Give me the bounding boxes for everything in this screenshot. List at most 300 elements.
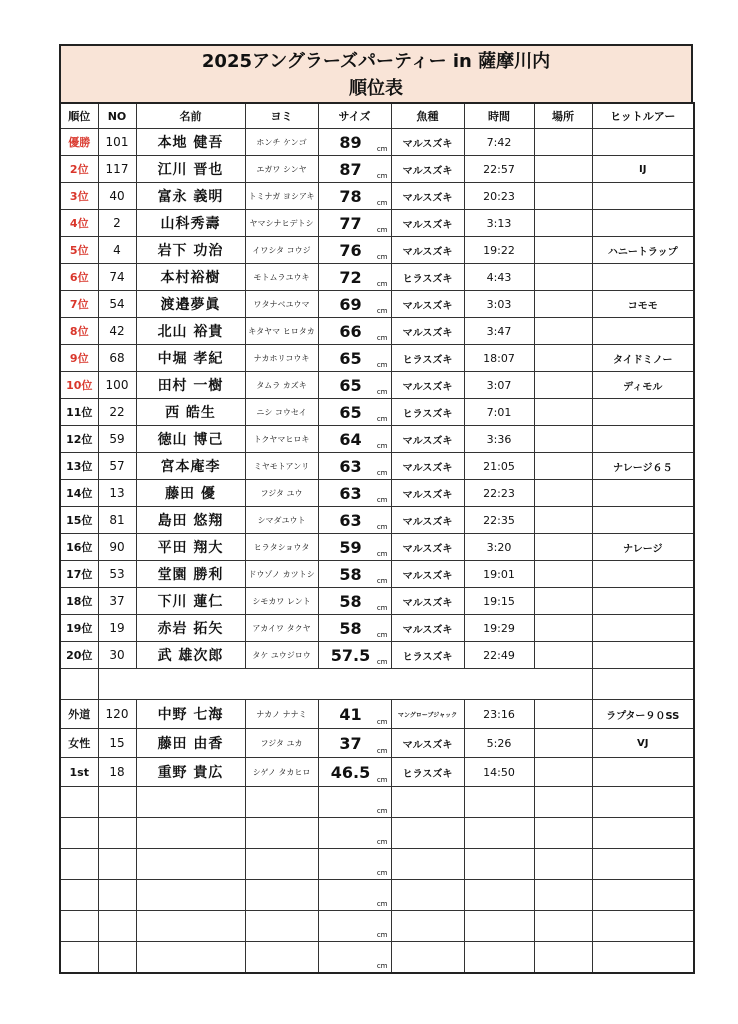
- fish-cell: マルスズキ: [391, 729, 464, 758]
- lure-cell: [592, 426, 694, 453]
- rank-cell: 8位: [60, 318, 98, 345]
- rank-cell: 14位: [60, 480, 98, 507]
- blank-cell: [534, 669, 592, 700]
- empty-row: [60, 818, 694, 849]
- size-value: 77: [339, 213, 362, 233]
- size-cell: [318, 588, 391, 615]
- yomi-cell: ミヤモトアンリ: [245, 453, 318, 480]
- header-fish: 魚種: [391, 103, 464, 129]
- empty-cell: [464, 787, 534, 818]
- fish-cell: マルスズキ: [391, 156, 464, 183]
- size-cell: [318, 700, 391, 729]
- fish-cell: マルスズキ: [391, 534, 464, 561]
- place-cell: [534, 291, 592, 318]
- empty-cell: [534, 911, 592, 942]
- header-yomi: ヨミ: [245, 103, 318, 129]
- fish-cell: ヒラスズキ: [391, 399, 464, 426]
- name-cell: 江川 晋也: [136, 156, 245, 183]
- yomi-cell: モトムラユウキ: [245, 264, 318, 291]
- table-row: [60, 237, 694, 264]
- place-cell: [534, 561, 592, 588]
- size-value: 87: [339, 159, 362, 179]
- time-cell: 14:50: [464, 758, 534, 787]
- empty-cell: [592, 849, 694, 880]
- yomi-cell: シマダユウト: [245, 507, 318, 534]
- rank-cell: 17位: [60, 561, 98, 588]
- size-cell: [318, 264, 391, 291]
- empty-cell: [318, 880, 391, 911]
- blank-cell: [391, 669, 464, 700]
- fish-cell: マルスズキ: [391, 318, 464, 345]
- size-unit: cm: [376, 253, 388, 261]
- size-cell: [318, 237, 391, 264]
- fish-cell: マルスズキ: [391, 588, 464, 615]
- time-cell: 3:13: [464, 210, 534, 237]
- header-size: サイズ: [318, 103, 391, 129]
- no-cell: 30: [98, 642, 136, 669]
- size-value: 78: [339, 186, 362, 206]
- table-row: [60, 264, 694, 291]
- size-unit: cm: [376, 658, 388, 666]
- name-cell: 北山 裕貴: [136, 318, 245, 345]
- lure-cell: [592, 615, 694, 642]
- name-cell: 平田 翔大: [136, 534, 245, 561]
- empty-cell: [98, 942, 136, 974]
- table-row: [60, 700, 694, 729]
- header-no: NO: [98, 103, 136, 129]
- name-cell: 岩下 功治: [136, 237, 245, 264]
- size-value: 41: [339, 704, 362, 724]
- name-cell: 田村 一樹: [136, 372, 245, 399]
- empty-cell: [136, 818, 245, 849]
- header-place: 場所: [534, 103, 592, 129]
- size-value: 63: [339, 483, 362, 503]
- empty-cell: [464, 880, 534, 911]
- lure-cell: [592, 318, 694, 345]
- yomi-cell: タムラ カズキ: [245, 372, 318, 399]
- no-cell: 101: [98, 129, 136, 156]
- no-cell: 2: [98, 210, 136, 237]
- size-cell: [318, 129, 391, 156]
- empty-cell: [60, 911, 98, 942]
- time-cell: 22:23: [464, 480, 534, 507]
- header-time: 時間: [464, 103, 534, 129]
- place-cell: [534, 700, 592, 729]
- time-cell: 3:07: [464, 372, 534, 399]
- yomi-cell: ナカノ ナナミ: [245, 700, 318, 729]
- rank-cell: 外道: [60, 700, 98, 729]
- table-row: [60, 642, 694, 669]
- empty-cell: [592, 787, 694, 818]
- yomi-cell: トミナガ ヨシアキ: [245, 183, 318, 210]
- table-row: [60, 453, 694, 480]
- blank-cell: [592, 669, 694, 700]
- name-cell: 藤田 優: [136, 480, 245, 507]
- fish-cell: マルスズキ: [391, 291, 464, 318]
- rank-cell: 19位: [60, 615, 98, 642]
- size-unit: cm: [376, 718, 388, 726]
- empty-cell: [60, 849, 98, 880]
- rank-cell: 18位: [60, 588, 98, 615]
- size-unit: cm: [376, 145, 388, 153]
- lure-cell: [592, 399, 694, 426]
- table-row: [60, 129, 694, 156]
- size-unit: cm: [376, 604, 388, 612]
- place-cell: [534, 210, 592, 237]
- title-line-2: 順位表: [349, 78, 403, 99]
- empty-cell: [534, 787, 592, 818]
- time-cell: 22:57: [464, 156, 534, 183]
- empty-cell: [592, 818, 694, 849]
- fish-cell: マルスズキ: [391, 210, 464, 237]
- no-cell: 117: [98, 156, 136, 183]
- yomi-cell: ホンチ ケンゴ: [245, 129, 318, 156]
- yomi-cell: キタヤマ ヒロタカ: [245, 318, 318, 345]
- no-cell: 68: [98, 345, 136, 372]
- ranking-sheet: [59, 44, 693, 974]
- size-cell: [318, 156, 391, 183]
- yomi-cell: フジタ ユカ: [245, 729, 318, 758]
- name-cell: 中堀 孝紀: [136, 345, 245, 372]
- size-unit: cm: [376, 361, 388, 369]
- time-cell: 7:01: [464, 399, 534, 426]
- size-unit: cm: [376, 388, 388, 396]
- yomi-cell: エガワ シンヤ: [245, 156, 318, 183]
- empty-cell: [60, 942, 98, 974]
- yomi-cell: ドウゾノ カツトシ: [245, 561, 318, 588]
- blank-cell: [464, 669, 534, 700]
- empty-cell: [534, 942, 592, 974]
- no-cell: 4: [98, 237, 136, 264]
- time-cell: 4:43: [464, 264, 534, 291]
- size-cell: [318, 561, 391, 588]
- empty-cell: [534, 849, 592, 880]
- size-unit: cm: [376, 631, 388, 639]
- empty-cell: [318, 787, 391, 818]
- time-cell: 22:49: [464, 642, 534, 669]
- lure-cell: タイドミノー: [592, 345, 694, 372]
- empty-cell: [98, 787, 136, 818]
- fish-cell: マルスズキ: [391, 480, 464, 507]
- size-unit: cm: [376, 747, 388, 755]
- no-cell: 13: [98, 480, 136, 507]
- table-row: [60, 561, 694, 588]
- empty-cell: [592, 942, 694, 974]
- empty-cell: [592, 880, 694, 911]
- place-cell: [534, 507, 592, 534]
- rank-cell: 2位: [60, 156, 98, 183]
- place-cell: [534, 237, 592, 264]
- no-cell: 81: [98, 507, 136, 534]
- size-value: 59: [339, 537, 362, 557]
- blank-cell: [136, 669, 245, 700]
- place-cell: [534, 345, 592, 372]
- fish-cell: マングローブジャック: [391, 700, 464, 729]
- size-unit: cm: [376, 807, 388, 815]
- place-cell: [534, 480, 592, 507]
- no-cell: 120: [98, 700, 136, 729]
- size-cell: [318, 426, 391, 453]
- name-cell: 武 雄次郎: [136, 642, 245, 669]
- empty-row: [60, 942, 694, 974]
- title-line-1: 2025アングラーズパーティー in 薩摩川内: [201, 51, 551, 72]
- size-value: 63: [339, 456, 362, 476]
- table-row: [60, 183, 694, 210]
- fish-cell: ヒラスズキ: [391, 642, 464, 669]
- time-cell: 3:20: [464, 534, 534, 561]
- empty-cell: [534, 818, 592, 849]
- table-row: [60, 615, 694, 642]
- size-unit: cm: [376, 776, 388, 784]
- size-unit: cm: [376, 334, 388, 342]
- empty-cell: [60, 818, 98, 849]
- blank-cell: [98, 669, 136, 700]
- yomi-cell: イワシタ コウジ: [245, 237, 318, 264]
- rank-cell: 女性: [60, 729, 98, 758]
- empty-cell: [464, 849, 534, 880]
- empty-cell: [136, 787, 245, 818]
- size-value: 69: [339, 294, 362, 314]
- name-cell: 下川 蓮仁: [136, 588, 245, 615]
- rank-cell: 20位: [60, 642, 98, 669]
- header-name: 名前: [136, 103, 245, 129]
- table-row: [60, 156, 694, 183]
- empty-cell: [98, 849, 136, 880]
- place-cell: [534, 399, 592, 426]
- empty-cell: [391, 787, 464, 818]
- empty-cell: [318, 818, 391, 849]
- place-cell: [534, 129, 592, 156]
- place-cell: [534, 318, 592, 345]
- yomi-cell: アカイワ タクヤ: [245, 615, 318, 642]
- empty-row: [60, 787, 694, 818]
- table-row: [60, 426, 694, 453]
- rank-cell: 11位: [60, 399, 98, 426]
- empty-cell: [136, 942, 245, 974]
- table-row: [60, 758, 694, 787]
- name-cell: 重野 貴広: [136, 758, 245, 787]
- empty-cell: [592, 911, 694, 942]
- name-cell: 島田 悠翔: [136, 507, 245, 534]
- place-cell: [534, 729, 592, 758]
- size-unit: cm: [376, 869, 388, 877]
- size-value: 76: [339, 240, 362, 260]
- fish-cell: ヒラスズキ: [391, 758, 464, 787]
- lure-cell: [592, 507, 694, 534]
- no-cell: 15: [98, 729, 136, 758]
- yomi-cell: トクヤマヒロキ: [245, 426, 318, 453]
- size-unit: cm: [376, 900, 388, 908]
- blank-cell: [60, 669, 98, 700]
- empty-cell: [391, 942, 464, 974]
- place-cell: [534, 183, 592, 210]
- lure-cell: [592, 129, 694, 156]
- rank-cell: 16位: [60, 534, 98, 561]
- yomi-cell: ヒラタショウタ: [245, 534, 318, 561]
- rank-cell: 6位: [60, 264, 98, 291]
- rank-cell: 7位: [60, 291, 98, 318]
- size-cell: [318, 210, 391, 237]
- no-cell: 37: [98, 588, 136, 615]
- size-unit: cm: [376, 838, 388, 846]
- size-cell: [318, 318, 391, 345]
- yomi-cell: ヤマシナヒデトシ: [245, 210, 318, 237]
- lure-cell: IJ: [592, 156, 694, 183]
- place-cell: [534, 642, 592, 669]
- name-cell: 西 皓生: [136, 399, 245, 426]
- no-cell: 53: [98, 561, 136, 588]
- size-value: 63: [339, 510, 362, 530]
- time-cell: 3:36: [464, 426, 534, 453]
- table-row: [60, 588, 694, 615]
- lure-cell: [592, 561, 694, 588]
- fish-cell: ヒラスズキ: [391, 264, 464, 291]
- time-cell: 19:01: [464, 561, 534, 588]
- blank-cell: [245, 669, 318, 700]
- time-cell: 22:35: [464, 507, 534, 534]
- time-cell: 21:05: [464, 453, 534, 480]
- time-cell: 19:29: [464, 615, 534, 642]
- time-cell: 19:15: [464, 588, 534, 615]
- name-cell: 赤岩 拓矢: [136, 615, 245, 642]
- empty-row: [60, 880, 694, 911]
- size-cell: [318, 399, 391, 426]
- lure-cell: VJ: [592, 729, 694, 758]
- table-row: [60, 372, 694, 399]
- size-cell: [318, 534, 391, 561]
- header-lure: ヒットルアー: [592, 103, 694, 129]
- fish-cell: マルスズキ: [391, 426, 464, 453]
- size-cell: [318, 183, 391, 210]
- lure-cell: [592, 642, 694, 669]
- lure-cell: ディモル: [592, 372, 694, 399]
- name-cell: 富永 義明: [136, 183, 245, 210]
- size-cell: [318, 729, 391, 758]
- size-value: 37: [339, 733, 362, 753]
- place-cell: [534, 534, 592, 561]
- empty-cell: [98, 911, 136, 942]
- place-cell: [534, 156, 592, 183]
- header-row: [60, 103, 694, 129]
- yomi-cell: シゲノ タカヒロ: [245, 758, 318, 787]
- empty-cell: [60, 880, 98, 911]
- lure-cell: ナレージ: [592, 534, 694, 561]
- ranking-table: [59, 102, 695, 974]
- size-unit: cm: [376, 962, 388, 970]
- fish-cell: マルスズキ: [391, 372, 464, 399]
- lure-cell: [592, 758, 694, 787]
- no-cell: 42: [98, 318, 136, 345]
- empty-cell: [60, 787, 98, 818]
- empty-cell: [391, 880, 464, 911]
- fish-cell: ヒラスズキ: [391, 345, 464, 372]
- rank-cell: 5位: [60, 237, 98, 264]
- size-cell: [318, 291, 391, 318]
- size-cell: [318, 480, 391, 507]
- empty-cell: [245, 942, 318, 974]
- place-cell: [534, 264, 592, 291]
- fish-cell: マルスズキ: [391, 453, 464, 480]
- empty-cell: [464, 942, 534, 974]
- empty-cell: [391, 911, 464, 942]
- table-row: [60, 507, 694, 534]
- yomi-cell: シモカワ レント: [245, 588, 318, 615]
- size-cell: [318, 345, 391, 372]
- size-cell: [318, 507, 391, 534]
- empty-cell: [245, 787, 318, 818]
- empty-cell: [136, 849, 245, 880]
- empty-cell: [136, 880, 245, 911]
- time-cell: 23:16: [464, 700, 534, 729]
- table-row: [60, 534, 694, 561]
- empty-cell: [136, 911, 245, 942]
- size-unit: cm: [376, 577, 388, 585]
- blank-cell: [318, 669, 391, 700]
- lure-cell: ナレージ６５: [592, 453, 694, 480]
- size-cell: [318, 642, 391, 669]
- size-unit: cm: [376, 307, 388, 315]
- yomi-cell: ナカホリコウキ: [245, 345, 318, 372]
- empty-row: [60, 849, 694, 880]
- place-cell: [534, 615, 592, 642]
- fish-cell: マルスズキ: [391, 129, 464, 156]
- name-cell: 本地 健吾: [136, 129, 245, 156]
- rank-cell: 優勝: [60, 129, 98, 156]
- size-unit: cm: [376, 199, 388, 207]
- separator-row: [60, 669, 694, 700]
- yomi-cell: タケ ユウジロウ: [245, 642, 318, 669]
- size-value: 66: [339, 321, 362, 341]
- yomi-cell: フジタ ユウ: [245, 480, 318, 507]
- time-cell: 7:42: [464, 129, 534, 156]
- fish-cell: マルスズキ: [391, 561, 464, 588]
- size-value: 65: [339, 348, 362, 368]
- time-cell: 18:07: [464, 345, 534, 372]
- empty-cell: [391, 818, 464, 849]
- no-cell: 18: [98, 758, 136, 787]
- size-unit: cm: [376, 172, 388, 180]
- size-unit: cm: [376, 226, 388, 234]
- lure-cell: [592, 588, 694, 615]
- lure-cell: コモモ: [592, 291, 694, 318]
- name-cell: 藤田 由香: [136, 729, 245, 758]
- place-cell: [534, 426, 592, 453]
- no-cell: 19: [98, 615, 136, 642]
- time-cell: 3:03: [464, 291, 534, 318]
- no-cell: 22: [98, 399, 136, 426]
- size-unit: cm: [376, 469, 388, 477]
- table-row: [60, 399, 694, 426]
- name-cell: 徳山 博己: [136, 426, 245, 453]
- size-value: 57.5: [330, 645, 371, 665]
- yomi-cell: ワタナベユウマ: [245, 291, 318, 318]
- fish-cell: マルスズキ: [391, 615, 464, 642]
- lure-cell: [592, 210, 694, 237]
- size-cell: [318, 615, 391, 642]
- sheet-title: [59, 44, 693, 102]
- size-cell: [318, 372, 391, 399]
- rank-cell: 13位: [60, 453, 98, 480]
- empty-cell: [318, 942, 391, 974]
- rank-cell: 12位: [60, 426, 98, 453]
- name-cell: 堂園 勝利: [136, 561, 245, 588]
- table-row: [60, 291, 694, 318]
- empty-cell: [391, 849, 464, 880]
- size-unit: cm: [376, 550, 388, 558]
- size-value: 65: [339, 375, 362, 395]
- table-row: [60, 210, 694, 237]
- fish-cell: マルスズキ: [391, 237, 464, 264]
